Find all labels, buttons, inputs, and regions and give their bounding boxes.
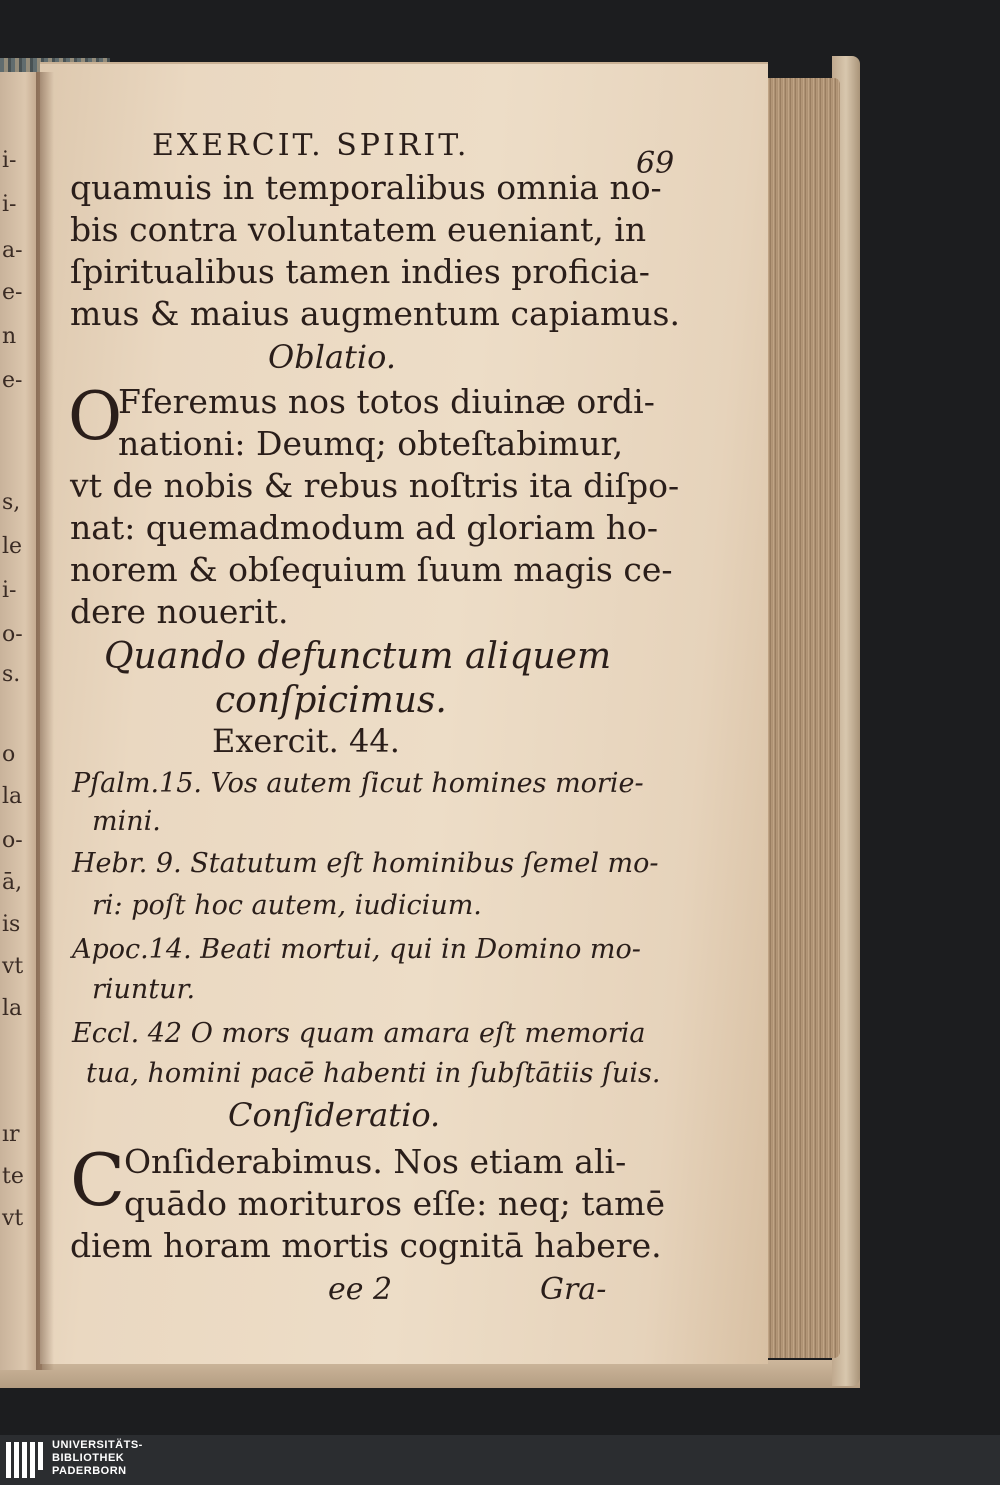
citation-line: ri: poſt hoc autem, iudicium. — [92, 890, 482, 921]
citation-line: Pſalm.15. Vos autem ſicut homines morie- — [72, 768, 644, 799]
spine-shadow — [36, 72, 54, 1370]
citation-line: mini. — [92, 806, 161, 837]
left-page-fragment: s. — [2, 662, 21, 687]
text-line: dere nouerit. — [70, 592, 289, 631]
library-logo-text — [52, 1439, 143, 1478]
text-line: Fferemus nos totos diuinæ ordi- — [118, 382, 655, 421]
left-page-fragment: la — [2, 996, 23, 1021]
logo-line: PADERBORN — [52, 1465, 127, 1477]
logo-line: UNIVERSITÄTS- — [52, 1439, 143, 1451]
footer-bar — [0, 1435, 1000, 1485]
left-page-fragment: s, — [2, 490, 21, 515]
text-line: vt de nobis & rebus noſtris ita diſpo- — [70, 466, 680, 505]
text-line: diem horam mortis cognitā habere. — [70, 1226, 662, 1265]
text-line: norem & obſequium ſuum magis ce- — [70, 550, 673, 589]
text-line: ſpiritualibus tamen indies proficia- — [70, 252, 650, 291]
left-page-fragment: n — [2, 324, 17, 349]
text-line: quamuis in temporalibus omnia no- — [70, 168, 662, 207]
running-head: EXERCIT. SPIRIT. — [152, 128, 470, 163]
left-page-fragment: la — [2, 784, 23, 809]
text-line: Onſiderabimus. Nos etiam ali- — [124, 1142, 627, 1181]
consideratio-heading: Conſideratio. — [228, 1096, 441, 1134]
left-page-fragment: i- — [2, 148, 17, 173]
library-logo-icon — [6, 1442, 44, 1478]
drop-cap-o: O — [68, 378, 123, 455]
text-line: quādo morituros eſſe: neq; tamē — [124, 1184, 665, 1223]
oblatio-heading: Oblatio. — [268, 338, 396, 376]
left-page-fragment: vt — [2, 954, 24, 979]
drop-cap-c: C — [70, 1138, 126, 1222]
page-edges — [762, 78, 840, 1358]
text-line: nationi: Deumq; obteſtabimur, — [118, 424, 624, 463]
left-page-fragment: o- — [2, 622, 23, 647]
left-page-fragment: o- — [2, 828, 23, 853]
left-page-fragment: ır — [2, 1122, 20, 1147]
left-page-fragment: vt — [2, 1206, 24, 1231]
left-page-fragment: i- — [2, 578, 17, 603]
left-page-fragment: o — [2, 742, 16, 767]
book-cover-bottom — [0, 1360, 860, 1388]
left-page-fragment: i- — [2, 192, 17, 217]
citation-line: tua, homini pacē habenti in ſubſtātiis ſuis. — [86, 1058, 661, 1089]
left-page-fragment: le — [2, 534, 23, 559]
page-number: 69 — [636, 146, 675, 181]
left-page-fragment: a- — [2, 238, 23, 263]
text-line: nat: quemadmodum ad gloriam ho- — [70, 508, 659, 547]
left-page-fragment: e- — [2, 280, 23, 305]
signature-mark: ee 2 — [328, 1272, 393, 1307]
catchword: Gra- — [540, 1272, 607, 1307]
left-page-fragment: is — [2, 912, 21, 937]
citation-line: Apoc.14. Beati mortui, qui in Domino mo- — [72, 934, 641, 965]
text-line: mus & maius augmentum capiamus. — [70, 294, 680, 333]
citation-line: riuntur. — [92, 974, 196, 1005]
section-title: Quando defunctum aliquem — [104, 636, 612, 677]
logo-line: BIBLIOTHEK — [52, 1452, 125, 1464]
citation-line: Hebr. 9. Statutum eſt hominibus ſemel mo- — [72, 848, 659, 879]
left-page-fragment: te — [2, 1164, 24, 1189]
text-line: bis contra voluntatem eueniant, in — [70, 210, 647, 249]
left-page-fragment: ā, — [2, 870, 23, 895]
exercise-number: Exercit. 44. — [212, 722, 400, 760]
left-page-fragment: e- — [2, 368, 23, 393]
citation-line: Eccl. 42 O mors quam amara eſt memoria — [72, 1018, 646, 1049]
section-title-cont: conſpicimus. — [215, 680, 447, 721]
